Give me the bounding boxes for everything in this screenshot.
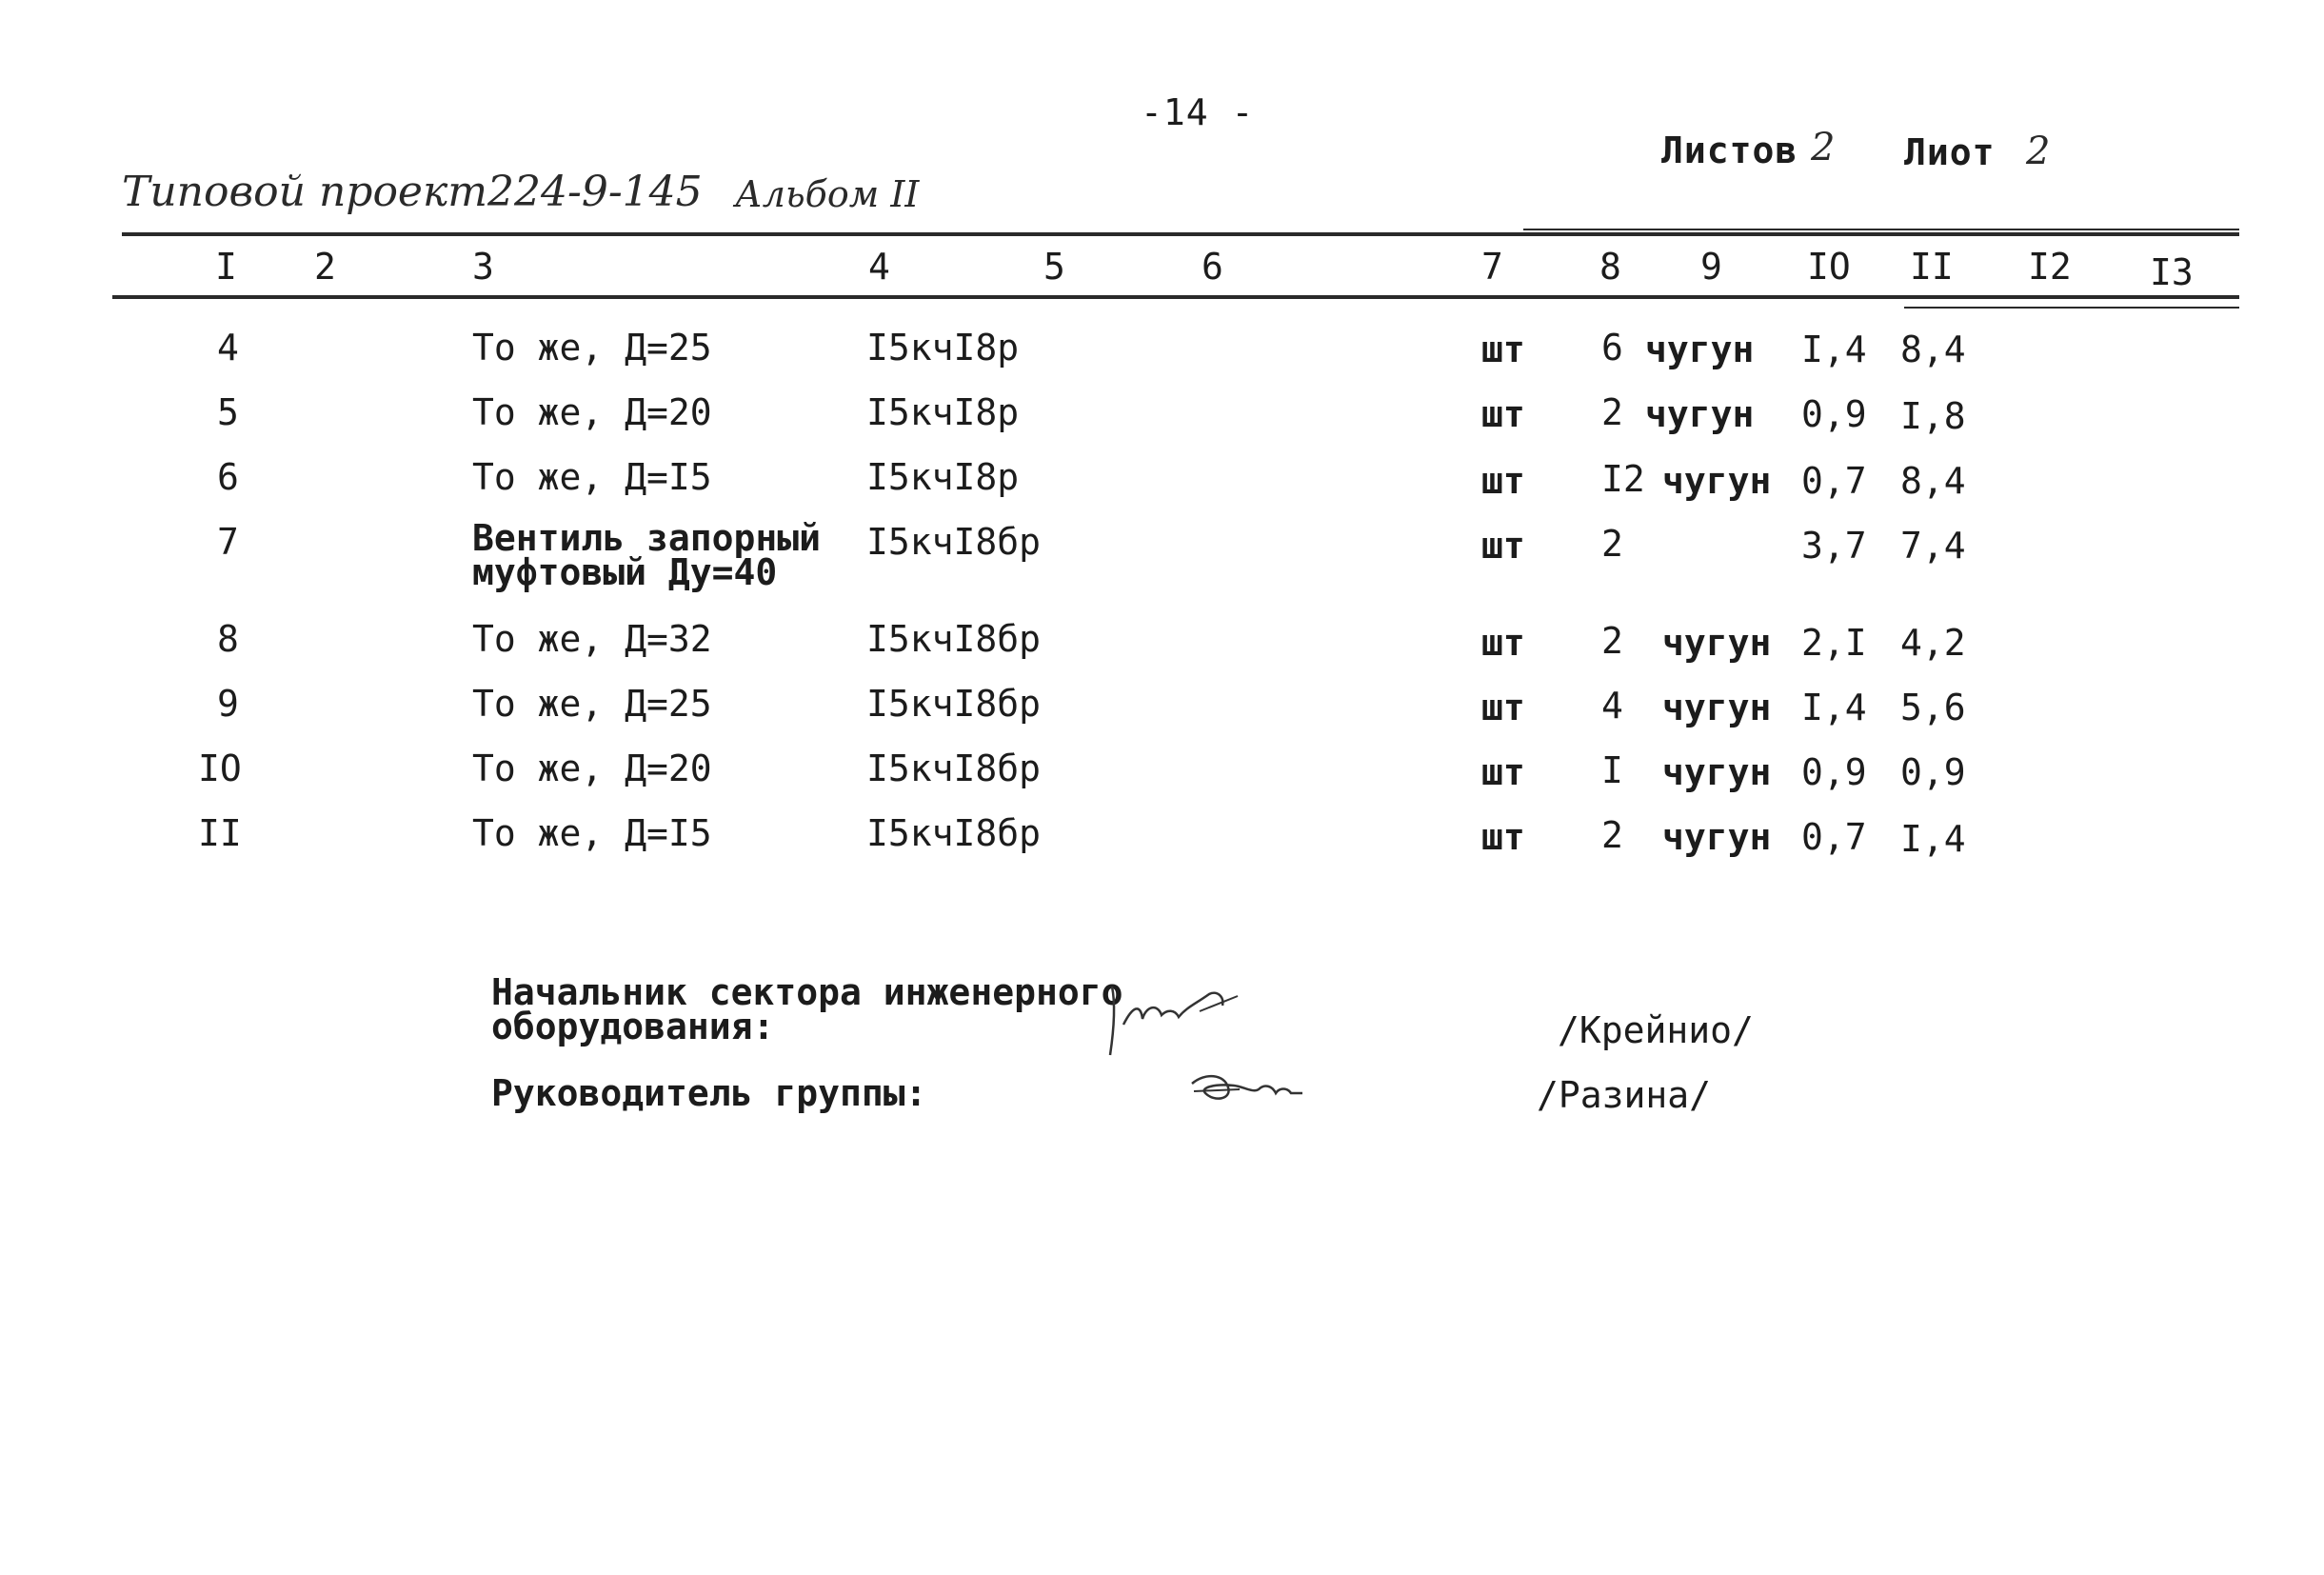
cell-row6-qty: 4 [1601, 685, 1623, 727]
album-title: Альбом II [735, 173, 920, 215]
cell-row5-code: I5кчI8бр [866, 618, 1042, 660]
header-bottom-rule [112, 295, 2239, 299]
sheet-label: Лиот [1904, 131, 1996, 173]
header-bottom-rule-2 [1904, 307, 2239, 309]
cell-row7-name: То же, Д=20 [472, 748, 712, 789]
cell-row1-total-mass: 8,4 [1900, 329, 1966, 370]
col-header-10: IO [1807, 246, 1851, 288]
cell-row3-unit-mass: 0,7 [1801, 460, 1867, 502]
col-header-4: 4 [868, 246, 890, 288]
cell-row3-code: I5кчI8р [866, 456, 1020, 498]
col-header-3: 3 [472, 246, 494, 288]
sheet-value: 2 [2026, 130, 2051, 173]
cell-row7-unit-mass: 0,9 [1801, 751, 1867, 793]
cell-row8-unit: шт [1481, 816, 1525, 858]
cell-row7-unit: шт [1481, 751, 1525, 793]
cell-row8-code: I5кчI8бр [866, 812, 1042, 854]
lead-name: /Разина/ [1537, 1074, 1712, 1116]
cell-row5-total-mass: 4,2 [1900, 622, 1966, 664]
cell-row1-qty: 6 [1601, 327, 1623, 369]
cell-row4-pos: 7 [217, 521, 239, 563]
cell-row7-total-mass: 0,9 [1900, 751, 1966, 793]
cell-row2-pos: 5 [217, 391, 239, 433]
col-header-8: 8 [1599, 246, 1621, 288]
header-top-rule [122, 232, 2239, 236]
cell-row1-code: I5кчI8р [866, 327, 1020, 369]
cell-row5-qty: 2 [1601, 620, 1623, 662]
col-header-1: I [215, 246, 237, 288]
cell-row7-code: I5кчI8бр [866, 748, 1042, 789]
col-header-5: 5 [1043, 246, 1065, 288]
sheets-total-value: 2 [1811, 126, 1836, 169]
col-header-6: 6 [1202, 246, 1223, 288]
col-header-9: 9 [1700, 246, 1722, 288]
cell-row3-qty: I2 [1601, 458, 1645, 500]
cell-row3-pos: 6 [217, 456, 239, 498]
cell-row4-unit: шт [1481, 525, 1525, 567]
cell-row6-pos: 9 [217, 683, 239, 725]
cell-row2-name: То же, Д=20 [472, 391, 712, 433]
cell-row6-material: чугун [1662, 687, 1772, 728]
cell-row6-total-mass: 5,6 [1900, 687, 1966, 728]
cell-row6-unit: шт [1481, 687, 1525, 728]
cell-row1-pos: 4 [217, 327, 239, 369]
lead-label: Руководитель группы: [491, 1072, 927, 1114]
cell-row1-unit: шт [1481, 329, 1525, 370]
cell-row8-material: чугун [1662, 816, 1772, 858]
cell-row8-unit-mass: 0,7 [1801, 816, 1867, 858]
cell-row6-name: То же, Д=25 [472, 683, 712, 725]
cell-row1-unit-mass: I,4 [1801, 329, 1867, 370]
col-header-12: I2 [2028, 246, 2072, 288]
cell-row8-pos: II [198, 812, 242, 854]
cell-row3-total-mass: 8,4 [1900, 460, 1966, 502]
lead-signature [1186, 1065, 1329, 1112]
cell-row3-unit: шт [1481, 460, 1525, 502]
cell-row8-name: То же, Д=I5 [472, 812, 712, 854]
cell-row3-name: То же, Д=I5 [472, 456, 712, 498]
cell-row4-unit-mass: 3,7 [1801, 525, 1867, 567]
chief-signature [1104, 977, 1257, 1063]
cell-row6-unit-mass: I,4 [1801, 687, 1867, 728]
chief-label-line2: оборудования: [491, 1006, 775, 1047]
cell-row8-qty: 2 [1601, 814, 1623, 856]
cell-row1-name: То же, Д=25 [472, 327, 712, 369]
cell-row2-unit: шт [1481, 393, 1525, 435]
cell-row5-pos: 8 [217, 618, 239, 660]
cell-row1-material: чугун [1645, 329, 1755, 370]
col-header-13: I3 [2150, 251, 2194, 293]
cell-row7-pos: IO [198, 748, 242, 789]
chief-label-line1: Начальник сектора инженерного [491, 971, 1123, 1013]
col-header-11: II [1910, 246, 1954, 288]
cell-row4-total-mass: 7,4 [1900, 525, 1966, 567]
cell-row5-material: чугун [1662, 622, 1772, 664]
cell-row4-code: I5кчI8бр [866, 521, 1042, 563]
cell-row3-material: чугун [1662, 460, 1772, 502]
header-top-rule-2 [1523, 229, 2239, 230]
cell-row5-unit-mass: 2,I [1801, 622, 1867, 664]
cell-row4-name-line1: Вентиль запорный [472, 517, 822, 559]
cell-row8-total-mass: I,4 [1900, 818, 1966, 860]
cell-row6-code: I5кчI8бр [866, 683, 1042, 725]
cell-row2-code: I5кчI8р [866, 391, 1020, 433]
chief-name: /Крейнио/ [1558, 1009, 1754, 1051]
cell-row7-material: чугун [1662, 751, 1772, 793]
cell-row4-qty: 2 [1601, 523, 1623, 565]
cell-row2-qty: 2 [1601, 391, 1623, 433]
cell-row4-name-line2: муфтовый Ду=40 [472, 551, 778, 593]
cell-row5-name: То же, Д=32 [472, 618, 712, 660]
sheets-total-label: Листов [1661, 130, 1798, 171]
col-header-7: 7 [1481, 246, 1503, 288]
col-header-2: 2 [314, 246, 336, 288]
cell-row2-total-mass: I,8 [1900, 395, 1966, 437]
cell-row7-qty: I [1601, 749, 1623, 791]
cell-row5-unit: шт [1481, 622, 1525, 664]
page-number: -14 - [1141, 91, 1255, 133]
project-title: Типовой проект224-9-145 [122, 168, 703, 216]
cell-row2-unit-mass: 0,9 [1801, 393, 1867, 435]
cell-row2-material: чугун [1645, 393, 1755, 435]
